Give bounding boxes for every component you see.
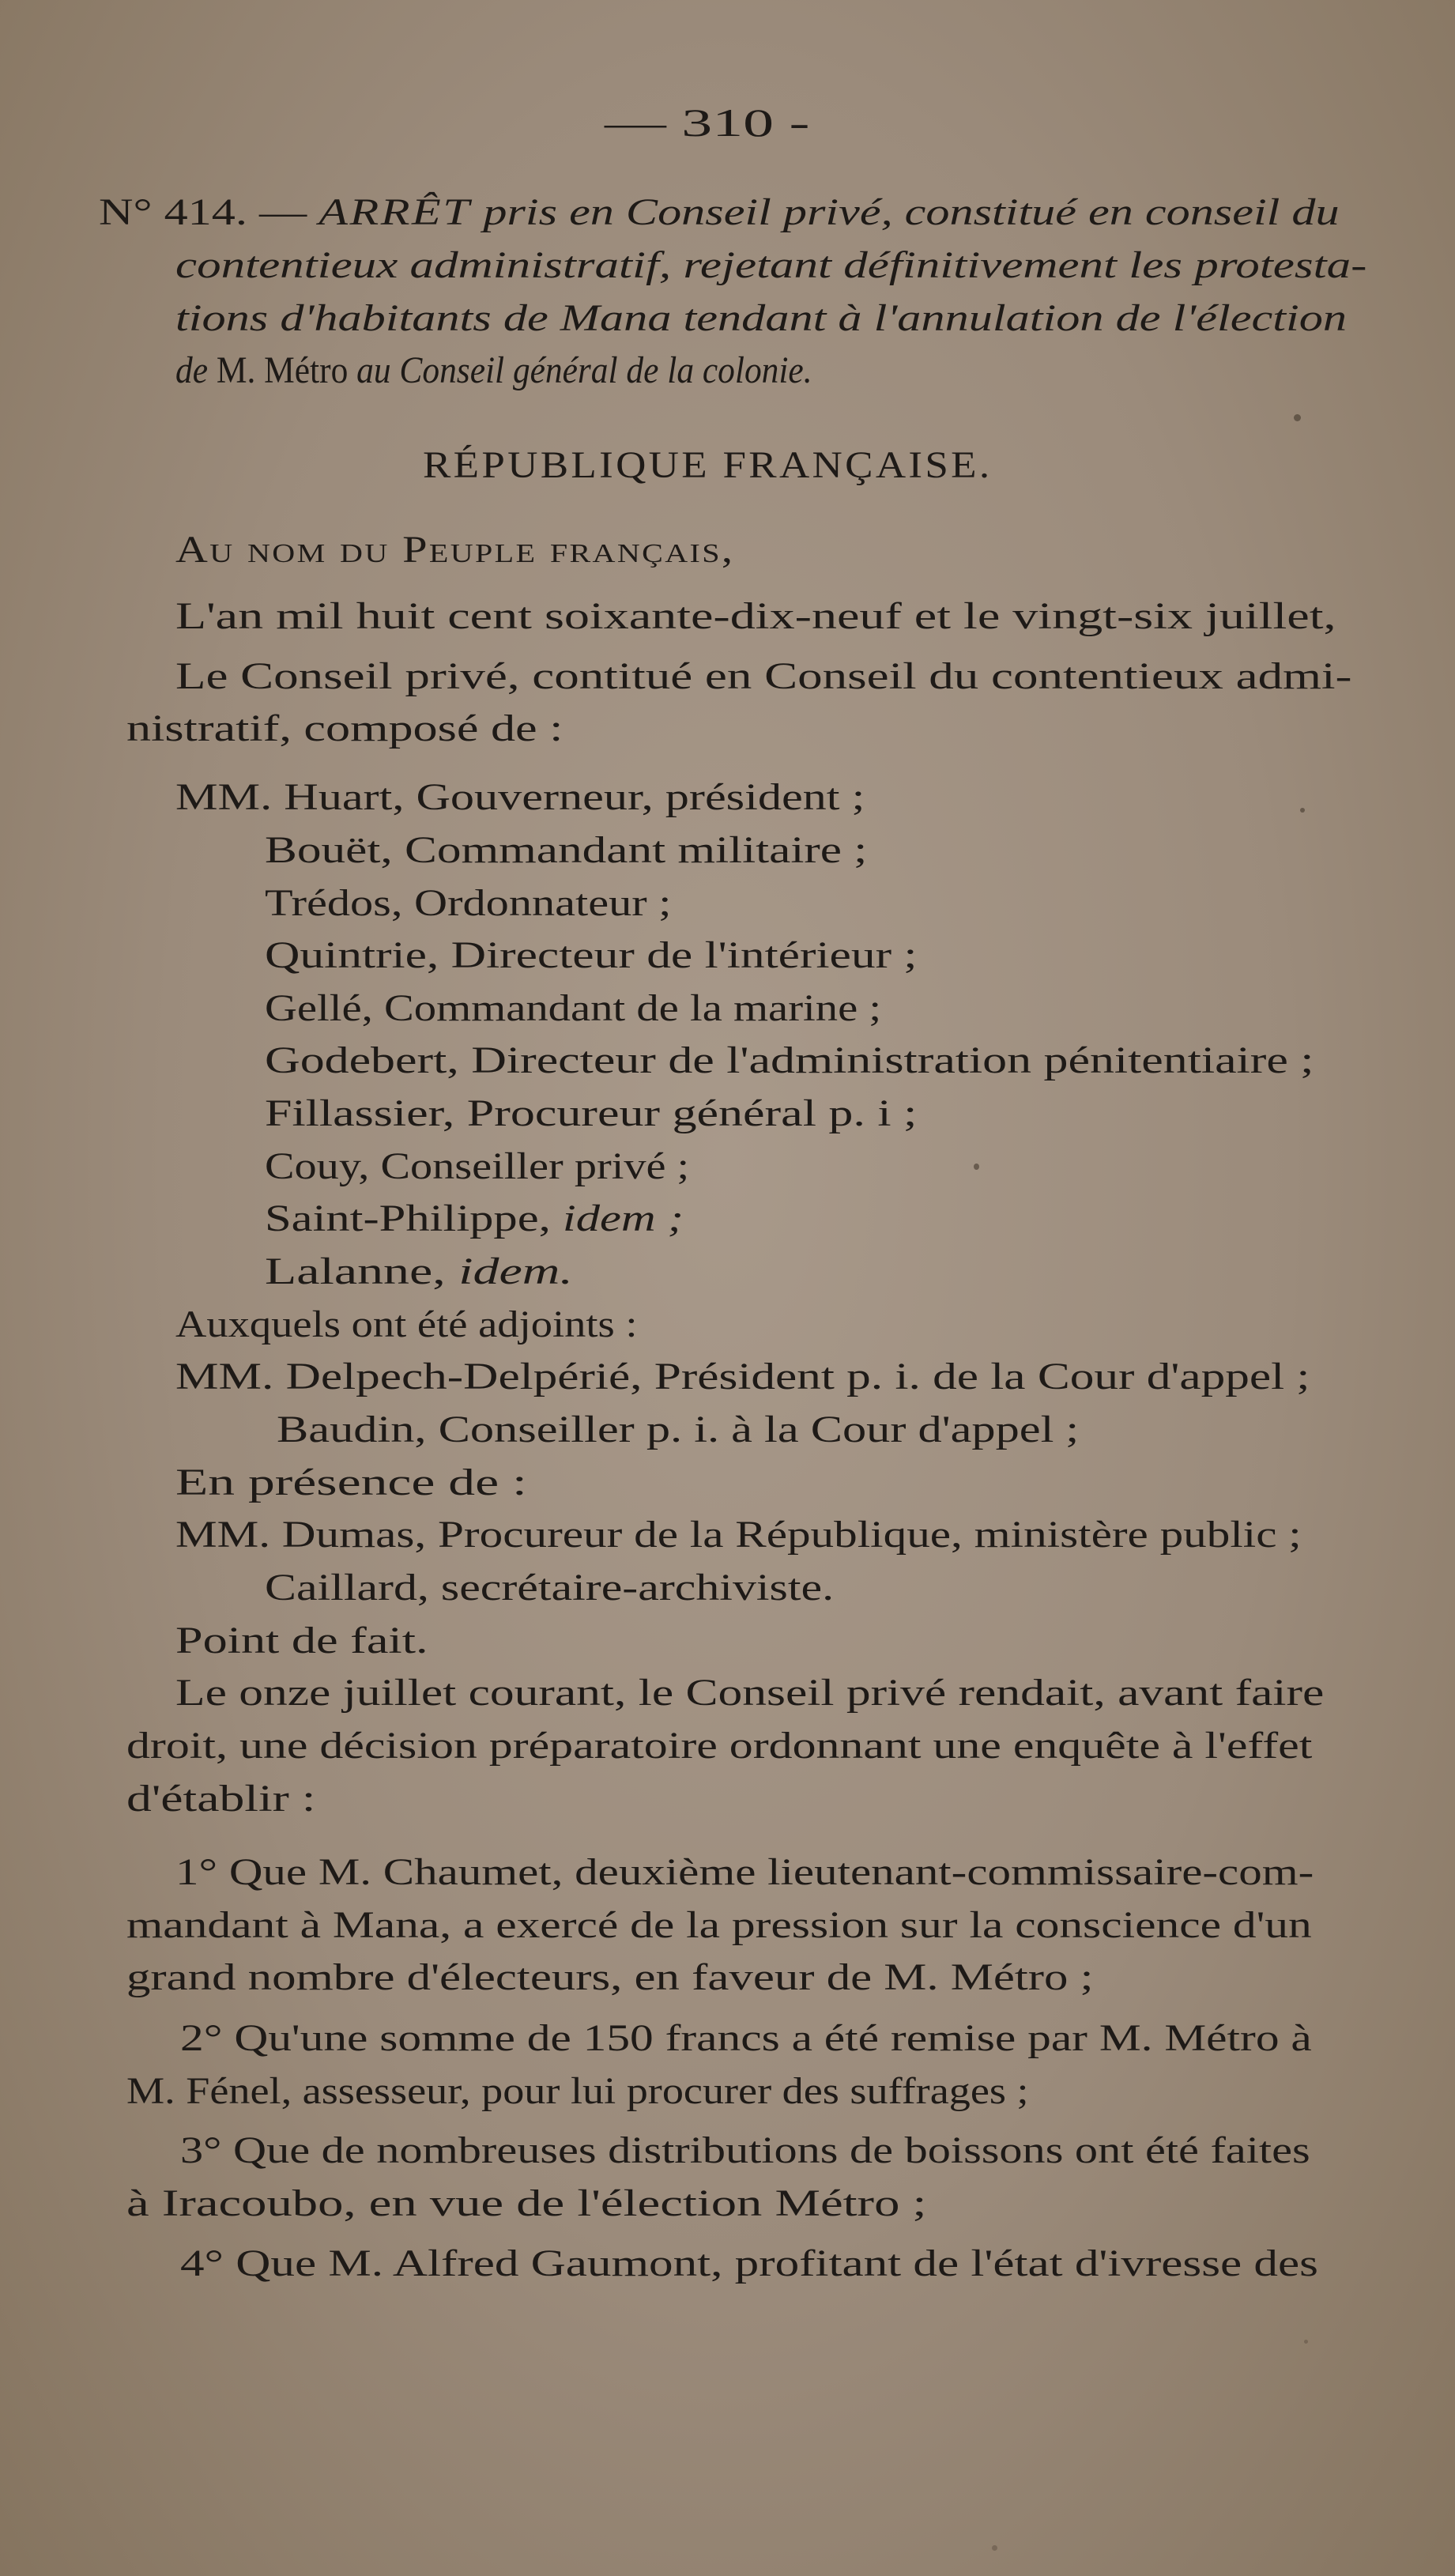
text-line: Godebert, Directeur de l'administration pénitentiaire ; [265, 1039, 1314, 1081]
notice-heading-line-3: tions d'habitants de Mana tendant à l'annulation de l'élection [175, 297, 1348, 339]
text-line: Le Conseil privé, contitué en Conseil du contentieux admi- [175, 655, 1352, 697]
text-line: 1° Que M. Chaumet, deuxième lieutenant-commissaire-com- [175, 1851, 1314, 1893]
notice-keyword: ARRÊT [319, 191, 472, 233]
text-line: grand nombre d'électeurs, en faveur de M. Métro ; [126, 1956, 1094, 1998]
text-line: d'établir : [126, 1778, 316, 1820]
text-line: à Iracoubo, en vue de l'élection Métro ; [126, 2182, 927, 2224]
text-line: L'an mil huit cent soixante-dix-neuf et le vingt-six juillet, [175, 595, 1336, 637]
paper-speck [1300, 808, 1305, 813]
au-nom-line: Au nom du Peuple français, [175, 529, 735, 571]
text-line: Point de fait. [175, 1620, 428, 1661]
notice-heading-line-2: contentieux administratif, rejetant définitivement les protesta- [175, 244, 1367, 286]
notice-line-1-rest: pris en Conseil privé, constitué en conseil du [471, 191, 1340, 233]
text-line: En présence de : [175, 1461, 527, 1503]
text-line: MM. Delpech-Delpérié, Président p. i. de la Cour d'appel ; [175, 1356, 1310, 1397]
paper-speck [974, 1164, 979, 1170]
text-line: Le onze juillet courant, le Conseil privé rendait, avant faire [175, 1672, 1325, 1714]
notice-heading-line-1 [99, 191, 1340, 233]
text-line: Saint-Philippe, idem ; [265, 1197, 684, 1239]
text-line: Bouët, Commandant militaire ; [265, 829, 868, 871]
notice-heading-line-4: de M. Métro au Conseil général de la colonie. [175, 349, 812, 391]
text-line: MM. Dumas, Procureur de la République, ministère public ; [175, 1514, 1302, 1556]
paper-speck [1304, 2340, 1308, 2344]
text-line: mandant à Mana, a exercé de la pression sur la conscience d'un [126, 1904, 1312, 1946]
notice-person-name: M. Métro [216, 349, 349, 391]
text-line: Gellé, Commandant de la marine ; [265, 987, 882, 1029]
text-line: Caillard, secrétaire-archiviste. [265, 1567, 835, 1609]
paper-speck [992, 2545, 997, 2551]
paper-speck [1294, 414, 1301, 421]
notice-number: N° 414. [99, 191, 247, 233]
republic-heading: RÉPUBLIQUE FRANÇAISE. [423, 444, 993, 486]
notice-dash: — [247, 191, 319, 233]
text-line: Fillassier, Procureur général p. i ; [265, 1092, 918, 1134]
text-line: Auxquels ont été adjoints : [175, 1303, 638, 1345]
text-line: Baudin, Conseiller p. i. à la Cour d'appel ; [277, 1409, 1080, 1450]
page-number: — 310 - [605, 100, 810, 145]
text-line: 2° Qu'une somme de 150 francs a été remise par M. Métro à [180, 2017, 1312, 2059]
text-line: MM. Huart, Gouverneur, président ; [175, 776, 865, 818]
text-line: M. Fénel, assesseur, pour lui procurer des suffrages ; [126, 2070, 1029, 2112]
text-line: nistratif, composé de : [126, 707, 564, 749]
text-line: 3° Que de nombreuses distributions de boissons ont été faites [180, 2129, 1310, 2171]
text-line: Lalanne, idem. [265, 1250, 573, 1292]
text-line: Quintrie, Directeur de l'intérieur ; [265, 934, 918, 976]
text-line: Couy, Conseiller privé ; [265, 1145, 690, 1187]
text-line: Trédos, Ordonnateur ; [265, 882, 672, 924]
text-line: droit, une décision préparatoire ordonnant une enquête à l'effet [126, 1725, 1313, 1767]
text-line: 4° Que M. Alfred Gaumont, profitant de l'état d'ivresse des [180, 2242, 1318, 2284]
